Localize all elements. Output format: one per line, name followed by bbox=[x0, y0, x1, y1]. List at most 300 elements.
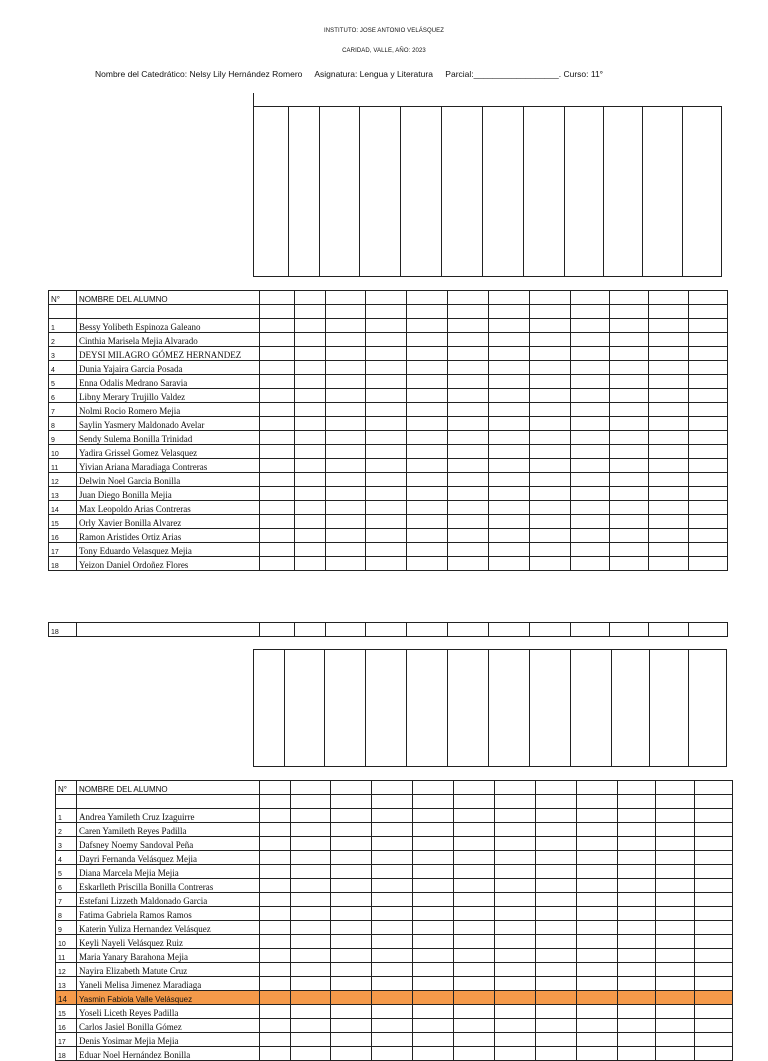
grade-cell[interactable] bbox=[610, 417, 649, 431]
grade-cell[interactable] bbox=[295, 473, 326, 487]
grade-cell[interactable] bbox=[331, 893, 372, 907]
grade-cell[interactable] bbox=[618, 795, 656, 809]
grade-cell[interactable] bbox=[372, 795, 413, 809]
grade-column-header[interactable] bbox=[254, 107, 289, 277]
grade-cell[interactable] bbox=[695, 865, 733, 879]
grade-cell[interactable] bbox=[571, 529, 610, 543]
grade-cell[interactable] bbox=[536, 1033, 577, 1047]
grade-cell[interactable] bbox=[413, 781, 454, 795]
grade-cell[interactable] bbox=[610, 305, 649, 319]
grade-cell[interactable] bbox=[260, 487, 295, 501]
grade-cell[interactable] bbox=[454, 823, 495, 837]
grade-cell[interactable] bbox=[413, 1019, 454, 1033]
grade-cell[interactable] bbox=[489, 445, 530, 459]
grade-cell[interactable] bbox=[295, 431, 326, 445]
grade-cell[interactable] bbox=[260, 375, 295, 389]
grade-cell[interactable] bbox=[495, 879, 536, 893]
grade-cell[interactable] bbox=[366, 487, 407, 501]
grade-cell[interactable] bbox=[291, 809, 331, 823]
grade-cell[interactable] bbox=[495, 1019, 536, 1033]
grade-cell[interactable] bbox=[291, 1033, 331, 1047]
grade-cell[interactable] bbox=[489, 417, 530, 431]
grade-cell[interactable] bbox=[530, 431, 571, 445]
grade-cell[interactable] bbox=[695, 795, 733, 809]
grade-cell[interactable] bbox=[366, 431, 407, 445]
grade-cell[interactable] bbox=[649, 431, 689, 445]
grade-cell[interactable] bbox=[260, 809, 291, 823]
grade-cell[interactable] bbox=[448, 557, 489, 571]
grade-cell[interactable] bbox=[454, 963, 495, 977]
grade-cell[interactable] bbox=[260, 623, 295, 637]
grade-cell[interactable] bbox=[407, 375, 448, 389]
grade-cell[interactable] bbox=[618, 991, 656, 1005]
grade-cell[interactable] bbox=[649, 515, 689, 529]
grade-cell[interactable] bbox=[689, 361, 728, 375]
grade-cell[interactable] bbox=[577, 935, 618, 949]
grade-cell[interactable] bbox=[577, 879, 618, 893]
grade-cell[interactable] bbox=[610, 375, 649, 389]
grade-cell[interactable] bbox=[372, 879, 413, 893]
grade-cell[interactable] bbox=[577, 893, 618, 907]
grade-cell[interactable] bbox=[689, 375, 728, 389]
grade-cell[interactable] bbox=[536, 865, 577, 879]
grade-cell[interactable] bbox=[530, 333, 571, 347]
grade-cell[interactable] bbox=[454, 949, 495, 963]
grade-cell[interactable] bbox=[260, 501, 295, 515]
grade-cell[interactable] bbox=[577, 907, 618, 921]
grade-cell[interactable] bbox=[291, 1019, 331, 1033]
grade-cell[interactable] bbox=[536, 851, 577, 865]
grade-cell[interactable] bbox=[331, 781, 372, 795]
grade-cell[interactable] bbox=[260, 1005, 291, 1019]
grade-cell[interactable] bbox=[695, 1047, 733, 1061]
grade-cell[interactable] bbox=[407, 431, 448, 445]
grade-cell[interactable] bbox=[407, 333, 448, 347]
grade-cell[interactable] bbox=[331, 1033, 372, 1047]
grade-cell[interactable] bbox=[295, 501, 326, 515]
grade-cell[interactable] bbox=[536, 935, 577, 949]
grade-cell[interactable] bbox=[695, 991, 733, 1005]
grade-cell[interactable] bbox=[489, 389, 530, 403]
grade-cell[interactable] bbox=[656, 907, 695, 921]
grade-cell[interactable] bbox=[454, 921, 495, 935]
grade-cell[interactable] bbox=[618, 809, 656, 823]
grade-cell[interactable] bbox=[413, 921, 454, 935]
grade-cell[interactable] bbox=[407, 319, 448, 333]
grade-cell[interactable] bbox=[656, 1005, 695, 1019]
grade-cell[interactable] bbox=[571, 333, 610, 347]
grade-cell[interactable] bbox=[331, 1005, 372, 1019]
grade-cell[interactable] bbox=[326, 319, 366, 333]
grade-cell[interactable] bbox=[295, 543, 326, 557]
grade-cell[interactable] bbox=[413, 963, 454, 977]
grade-cell[interactable] bbox=[260, 935, 291, 949]
grade-cell[interactable] bbox=[291, 851, 331, 865]
grade-cell[interactable] bbox=[291, 963, 331, 977]
grade-cell[interactable] bbox=[495, 907, 536, 921]
grade-cell[interactable] bbox=[366, 403, 407, 417]
grade-cell[interactable] bbox=[448, 445, 489, 459]
grade-cell[interactable] bbox=[610, 501, 649, 515]
grade-cell[interactable] bbox=[530, 487, 571, 501]
grade-cell[interactable] bbox=[291, 823, 331, 837]
grade-cell[interactable] bbox=[530, 529, 571, 543]
grade-cell[interactable] bbox=[366, 375, 407, 389]
grade-cell[interactable] bbox=[495, 991, 536, 1005]
grade-cell[interactable] bbox=[331, 809, 372, 823]
grade-cell[interactable] bbox=[649, 557, 689, 571]
grade-cell[interactable] bbox=[489, 375, 530, 389]
grade-cell[interactable] bbox=[649, 543, 689, 557]
grade-cell[interactable] bbox=[260, 991, 291, 1005]
grade-cell[interactable] bbox=[649, 473, 689, 487]
grade-cell[interactable] bbox=[366, 305, 407, 319]
grade-cell[interactable] bbox=[530, 543, 571, 557]
grade-column-header[interactable] bbox=[612, 650, 650, 767]
grade-cell[interactable] bbox=[331, 935, 372, 949]
grade-cell[interactable] bbox=[689, 459, 728, 473]
grade-cell[interactable] bbox=[495, 963, 536, 977]
grade-cell[interactable] bbox=[610, 361, 649, 375]
grade-cell[interactable] bbox=[260, 291, 295, 305]
grade-cell[interactable] bbox=[618, 893, 656, 907]
grade-column-header[interactable] bbox=[604, 107, 643, 277]
grade-cell[interactable] bbox=[295, 529, 326, 543]
grade-cell[interactable] bbox=[291, 893, 331, 907]
grade-cell[interactable] bbox=[448, 333, 489, 347]
grade-cell[interactable] bbox=[536, 921, 577, 935]
grade-cell[interactable] bbox=[413, 809, 454, 823]
grade-cell[interactable] bbox=[530, 445, 571, 459]
grade-cell[interactable] bbox=[366, 347, 407, 361]
grade-cell[interactable] bbox=[536, 795, 577, 809]
grade-cell[interactable] bbox=[295, 623, 326, 637]
grade-cell[interactable] bbox=[656, 795, 695, 809]
grade-cell[interactable] bbox=[448, 473, 489, 487]
grade-cell[interactable] bbox=[649, 459, 689, 473]
grade-cell[interactable] bbox=[326, 623, 366, 637]
grade-cell[interactable] bbox=[260, 445, 295, 459]
grade-cell[interactable] bbox=[649, 417, 689, 431]
grade-cell[interactable] bbox=[530, 623, 571, 637]
grade-cell[interactable] bbox=[295, 333, 326, 347]
grade-cell[interactable] bbox=[577, 1019, 618, 1033]
grade-cell[interactable] bbox=[295, 291, 326, 305]
grade-cell[interactable] bbox=[295, 375, 326, 389]
grade-cell[interactable] bbox=[454, 1005, 495, 1019]
grade-cell[interactable] bbox=[366, 291, 407, 305]
grade-cell[interactable] bbox=[454, 935, 495, 949]
grade-cell[interactable] bbox=[260, 543, 295, 557]
grade-column-header[interactable] bbox=[442, 107, 483, 277]
grade-cell[interactable] bbox=[326, 403, 366, 417]
grade-cell[interactable] bbox=[326, 389, 366, 403]
grade-cell[interactable] bbox=[291, 977, 331, 991]
grade-cell[interactable] bbox=[366, 501, 407, 515]
grade-cell[interactable] bbox=[530, 557, 571, 571]
grade-cell[interactable] bbox=[656, 823, 695, 837]
grade-cell[interactable] bbox=[331, 1047, 372, 1061]
grade-cell[interactable] bbox=[689, 529, 728, 543]
grade-cell[interactable] bbox=[495, 1047, 536, 1061]
grade-cell[interactable] bbox=[366, 389, 407, 403]
grade-cell[interactable] bbox=[618, 921, 656, 935]
grade-column-header[interactable] bbox=[571, 650, 612, 767]
grade-cell[interactable] bbox=[689, 305, 728, 319]
grade-cell[interactable] bbox=[649, 487, 689, 501]
grade-cell[interactable] bbox=[372, 809, 413, 823]
grade-cell[interactable] bbox=[689, 473, 728, 487]
grade-cell[interactable] bbox=[536, 949, 577, 963]
grade-cell[interactable] bbox=[407, 361, 448, 375]
grade-cell[interactable] bbox=[495, 935, 536, 949]
grade-cell[interactable] bbox=[260, 557, 295, 571]
grade-cell[interactable] bbox=[326, 347, 366, 361]
grade-cell[interactable] bbox=[260, 851, 291, 865]
grade-cell[interactable] bbox=[495, 823, 536, 837]
grade-cell[interactable] bbox=[454, 837, 495, 851]
grade-cell[interactable] bbox=[331, 977, 372, 991]
grade-cell[interactable] bbox=[407, 417, 448, 431]
grade-cell[interactable] bbox=[407, 459, 448, 473]
grade-cell[interactable] bbox=[649, 333, 689, 347]
grade-cell[interactable] bbox=[536, 963, 577, 977]
grade-cell[interactable] bbox=[489, 305, 530, 319]
grade-cell[interactable] bbox=[260, 305, 295, 319]
grade-column-header[interactable] bbox=[683, 107, 722, 277]
grade-cell[interactable] bbox=[260, 403, 295, 417]
grade-cell[interactable] bbox=[610, 473, 649, 487]
grade-cell[interactable] bbox=[610, 333, 649, 347]
grade-cell[interactable] bbox=[260, 319, 295, 333]
grade-cell[interactable] bbox=[489, 333, 530, 347]
grade-cell[interactable] bbox=[260, 459, 295, 473]
grade-cell[interactable] bbox=[326, 431, 366, 445]
grade-cell[interactable] bbox=[326, 515, 366, 529]
grade-cell[interactable] bbox=[536, 1047, 577, 1061]
grade-cell[interactable] bbox=[407, 543, 448, 557]
grade-cell[interactable] bbox=[695, 809, 733, 823]
grade-cell[interactable] bbox=[291, 781, 331, 795]
grade-column-header[interactable] bbox=[643, 107, 683, 277]
grade-cell[interactable] bbox=[577, 949, 618, 963]
grade-cell[interactable] bbox=[577, 977, 618, 991]
grade-cell[interactable] bbox=[407, 623, 448, 637]
grade-cell[interactable] bbox=[372, 837, 413, 851]
grade-cell[interactable] bbox=[331, 823, 372, 837]
grade-cell[interactable] bbox=[260, 1047, 291, 1061]
grade-column-header[interactable] bbox=[483, 107, 524, 277]
grade-cell[interactable] bbox=[407, 403, 448, 417]
grade-cell[interactable] bbox=[530, 319, 571, 333]
grade-cell[interactable] bbox=[689, 445, 728, 459]
grade-cell[interactable] bbox=[260, 515, 295, 529]
grade-cell[interactable] bbox=[448, 375, 489, 389]
grade-cell[interactable] bbox=[695, 781, 733, 795]
grade-cell[interactable] bbox=[326, 375, 366, 389]
grade-cell[interactable] bbox=[489, 515, 530, 529]
grade-cell[interactable] bbox=[656, 781, 695, 795]
grade-cell[interactable] bbox=[291, 879, 331, 893]
grade-cell[interactable] bbox=[407, 305, 448, 319]
grade-cell[interactable] bbox=[407, 347, 448, 361]
grade-cell[interactable] bbox=[372, 991, 413, 1005]
grade-cell[interactable] bbox=[260, 347, 295, 361]
grade-column-header[interactable] bbox=[689, 650, 727, 767]
grade-cell[interactable] bbox=[689, 347, 728, 361]
grade-column-header[interactable] bbox=[407, 650, 448, 767]
grade-cell[interactable] bbox=[695, 893, 733, 907]
grade-cell[interactable] bbox=[571, 417, 610, 431]
grade-cell[interactable] bbox=[571, 305, 610, 319]
grade-cell[interactable] bbox=[656, 963, 695, 977]
grade-cell[interactable] bbox=[260, 1033, 291, 1047]
grade-cell[interactable] bbox=[372, 1019, 413, 1033]
grade-cell[interactable] bbox=[448, 389, 489, 403]
grade-cell[interactable] bbox=[331, 795, 372, 809]
grade-cell[interactable] bbox=[610, 623, 649, 637]
grade-cell[interactable] bbox=[610, 389, 649, 403]
grade-cell[interactable] bbox=[489, 431, 530, 445]
grade-cell[interactable] bbox=[530, 361, 571, 375]
grade-cell[interactable] bbox=[413, 893, 454, 907]
grade-cell[interactable] bbox=[536, 879, 577, 893]
grade-cell[interactable] bbox=[489, 347, 530, 361]
grade-cell[interactable] bbox=[489, 623, 530, 637]
grade-cell[interactable] bbox=[489, 291, 530, 305]
grade-cell[interactable] bbox=[577, 809, 618, 823]
grade-cell[interactable] bbox=[331, 865, 372, 879]
grade-cell[interactable] bbox=[448, 501, 489, 515]
grade-cell[interactable] bbox=[372, 893, 413, 907]
grade-cell[interactable] bbox=[689, 487, 728, 501]
grade-cell[interactable] bbox=[407, 291, 448, 305]
grade-cell[interactable] bbox=[260, 333, 295, 347]
grade-cell[interactable] bbox=[407, 487, 448, 501]
grade-cell[interactable] bbox=[260, 361, 295, 375]
grade-cell[interactable] bbox=[495, 781, 536, 795]
grade-cell[interactable] bbox=[372, 823, 413, 837]
grade-cell[interactable] bbox=[260, 529, 295, 543]
grade-cell[interactable] bbox=[495, 851, 536, 865]
grade-cell[interactable] bbox=[610, 529, 649, 543]
grade-cell[interactable] bbox=[530, 473, 571, 487]
grade-cell[interactable] bbox=[695, 1019, 733, 1033]
grade-cell[interactable] bbox=[649, 623, 689, 637]
grade-cell[interactable] bbox=[489, 529, 530, 543]
grade-cell[interactable] bbox=[489, 473, 530, 487]
grade-cell[interactable] bbox=[689, 417, 728, 431]
grade-cell[interactable] bbox=[326, 473, 366, 487]
grade-column-header[interactable] bbox=[530, 650, 571, 767]
grade-cell[interactable] bbox=[577, 1033, 618, 1047]
grade-cell[interactable] bbox=[295, 459, 326, 473]
grade-cell[interactable] bbox=[413, 851, 454, 865]
grade-cell[interactable] bbox=[656, 893, 695, 907]
grade-cell[interactable] bbox=[413, 949, 454, 963]
grade-cell[interactable] bbox=[366, 445, 407, 459]
grade-cell[interactable] bbox=[372, 1047, 413, 1061]
grade-cell[interactable] bbox=[291, 907, 331, 921]
grade-cell[interactable] bbox=[448, 487, 489, 501]
grade-cell[interactable] bbox=[448, 361, 489, 375]
grade-column-header[interactable] bbox=[565, 107, 604, 277]
grade-cell[interactable] bbox=[448, 291, 489, 305]
grade-cell[interactable] bbox=[536, 907, 577, 921]
grade-cell[interactable] bbox=[618, 907, 656, 921]
grade-cell[interactable] bbox=[695, 907, 733, 921]
grade-cell[interactable] bbox=[610, 543, 649, 557]
grade-cell[interactable] bbox=[448, 459, 489, 473]
grade-cell[interactable] bbox=[489, 543, 530, 557]
grade-cell[interactable] bbox=[571, 431, 610, 445]
grade-cell[interactable] bbox=[407, 515, 448, 529]
grade-cell[interactable] bbox=[413, 795, 454, 809]
grade-cell[interactable] bbox=[577, 781, 618, 795]
grade-cell[interactable] bbox=[656, 921, 695, 935]
grade-cell[interactable] bbox=[489, 403, 530, 417]
grade-cell[interactable] bbox=[372, 921, 413, 935]
grade-cell[interactable] bbox=[656, 879, 695, 893]
grade-cell[interactable] bbox=[331, 837, 372, 851]
grade-cell[interactable] bbox=[618, 949, 656, 963]
grade-cell[interactable] bbox=[454, 865, 495, 879]
grade-cell[interactable] bbox=[366, 361, 407, 375]
grade-cell[interactable] bbox=[610, 487, 649, 501]
grade-cell[interactable] bbox=[372, 781, 413, 795]
grade-cell[interactable] bbox=[649, 529, 689, 543]
grade-cell[interactable] bbox=[489, 459, 530, 473]
grade-cell[interactable] bbox=[454, 907, 495, 921]
grade-cell[interactable] bbox=[689, 515, 728, 529]
grade-cell[interactable] bbox=[571, 445, 610, 459]
grade-cell[interactable] bbox=[260, 963, 291, 977]
grade-cell[interactable] bbox=[413, 823, 454, 837]
grade-cell[interactable] bbox=[618, 1019, 656, 1033]
grade-cell[interactable] bbox=[571, 501, 610, 515]
grade-cell[interactable] bbox=[366, 557, 407, 571]
grade-cell[interactable] bbox=[295, 417, 326, 431]
grade-cell[interactable] bbox=[454, 893, 495, 907]
grade-column-header[interactable] bbox=[289, 107, 320, 277]
grade-cell[interactable] bbox=[260, 389, 295, 403]
grade-column-header[interactable] bbox=[360, 107, 401, 277]
grade-cell[interactable] bbox=[413, 935, 454, 949]
grade-cell[interactable] bbox=[695, 921, 733, 935]
grade-cell[interactable] bbox=[413, 837, 454, 851]
grade-cell[interactable] bbox=[571, 389, 610, 403]
grade-cell[interactable] bbox=[530, 417, 571, 431]
grade-cell[interactable] bbox=[656, 977, 695, 991]
grade-cell[interactable] bbox=[656, 851, 695, 865]
grade-cell[interactable] bbox=[326, 417, 366, 431]
grade-cell[interactable] bbox=[618, 879, 656, 893]
grade-cell[interactable] bbox=[610, 445, 649, 459]
grade-cell[interactable] bbox=[366, 473, 407, 487]
grade-cell[interactable] bbox=[530, 347, 571, 361]
grade-cell[interactable] bbox=[689, 557, 728, 571]
grade-cell[interactable] bbox=[260, 879, 291, 893]
grade-cell[interactable] bbox=[331, 851, 372, 865]
grade-cell[interactable] bbox=[295, 403, 326, 417]
grade-cell[interactable] bbox=[448, 319, 489, 333]
grade-cell[interactable] bbox=[577, 1005, 618, 1019]
grade-cell[interactable] bbox=[649, 319, 689, 333]
grade-column-header[interactable] bbox=[320, 107, 360, 277]
grade-cell[interactable] bbox=[413, 879, 454, 893]
grade-cell[interactable] bbox=[495, 921, 536, 935]
grade-cell[interactable] bbox=[695, 851, 733, 865]
